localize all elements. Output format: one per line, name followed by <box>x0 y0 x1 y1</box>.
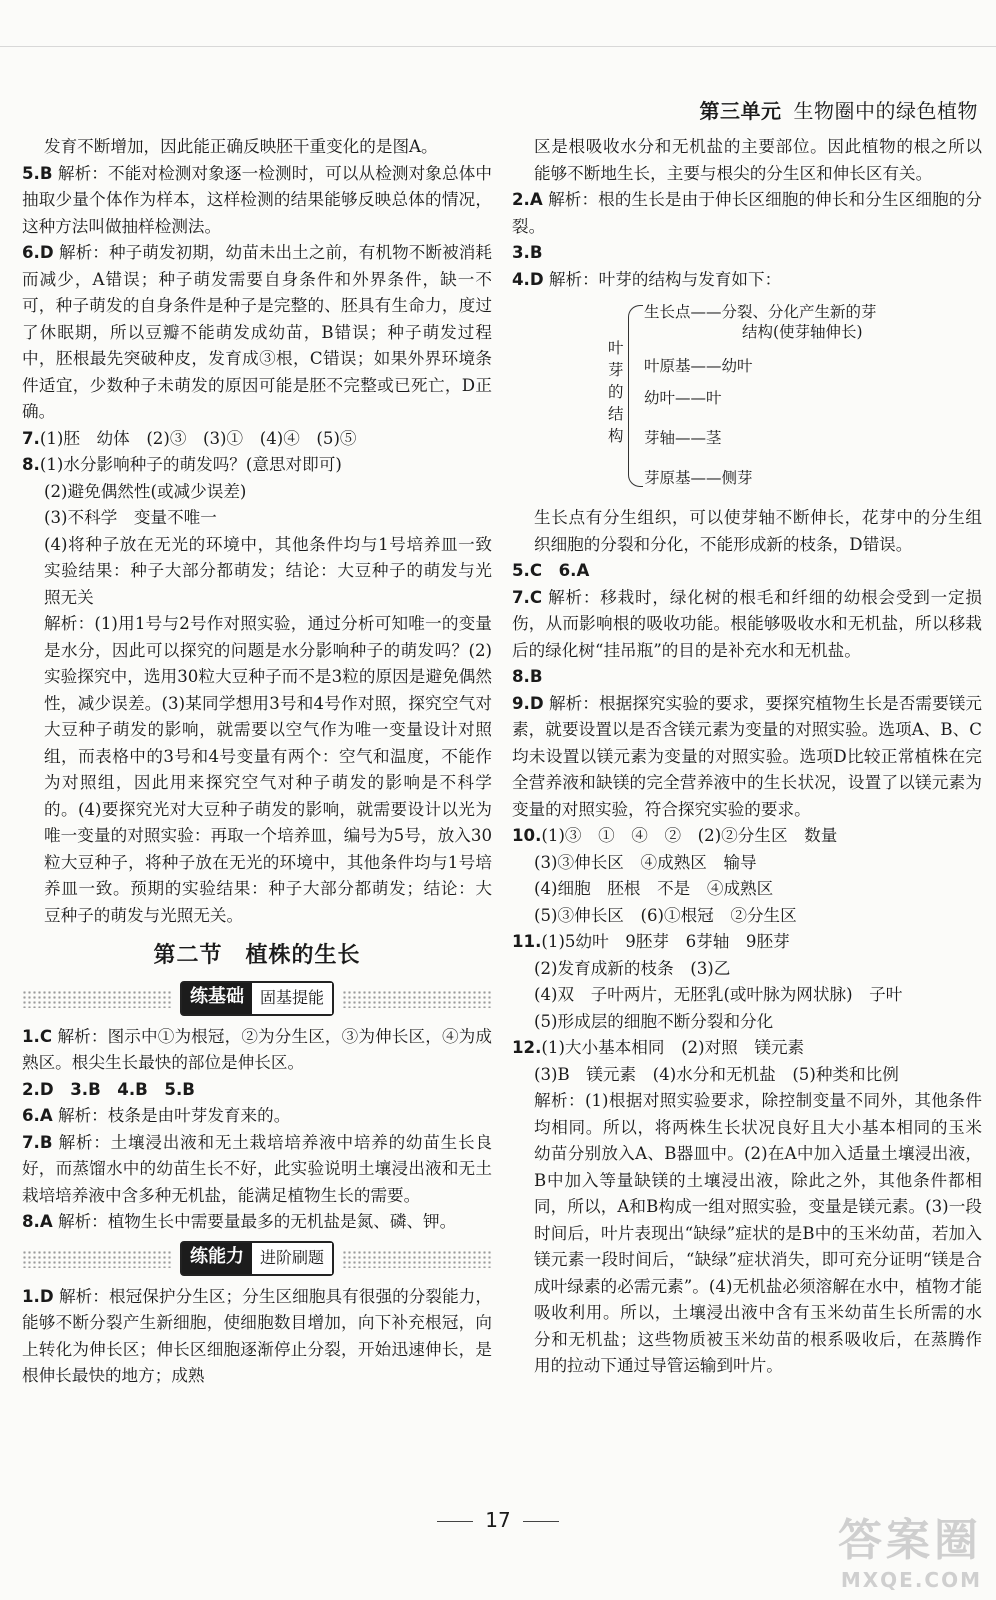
dash <box>523 1521 559 1522</box>
diagram-branch: 芽轴——茎 <box>644 429 722 447</box>
diagram-branch: 叶原基——幼叶 <box>644 357 753 375</box>
unit-label: 第三单元 <box>699 99 782 123</box>
answer-b2: 2.D 3.B 4.B 5.B <box>22 1079 195 1099</box>
unit-title: 生物圈中的绿色植物 <box>793 99 978 123</box>
answer-c1: 1.D 解析：根冠保护分生区；分生区细胞具有很强的分裂能力，能够不断分裂产生新细胞，使细胞数目增加，向下补充根冠，向上转化为伸长区；伸长区细胞逐渐停止分裂，开始迅速伸长，是根伸长最快的地方；成熟 <box>22 1286 492 1385</box>
answer-10: 10.(1)③ ① ④ ② (2)②分生区 数量 <box>512 826 838 845</box>
answer-8: 8.(1)水分影响种子的萌发吗？(意思对即可) <box>22 455 342 474</box>
banner-sub: 进阶刷题 <box>252 1243 332 1274</box>
dot-pattern <box>22 990 172 1008</box>
dash <box>437 1521 473 1522</box>
diagram-branch-cont: 结构(使芽轴伸长) <box>742 323 863 341</box>
dot-pattern <box>22 1250 172 1268</box>
answer-4-cont: 生长点有分生组织，可以使芽轴不断伸长，花芽中的分生组织细胞的分裂和分化，不能形成新的枝条，D错误。 <box>534 508 982 554</box>
brace <box>628 305 643 487</box>
page-number: 17 <box>0 1508 996 1532</box>
answer-4: 4.D 解析：叶芽的结构与发育如下： <box>512 269 782 289</box>
answer-12: 12.(1)大小基本相同 (2)对照 镁元素 <box>512 1038 805 1057</box>
answer-11-2: (2)发育成新的枝条 (3)乙 <box>534 958 731 978</box>
answer-6: 6.D 解析：种子萌发初期，幼苗未出土之前，有机物不断被消耗而减少，A错误；种子萌发需要自身条件和外界条件，缺一不可，种子萌发的自身条件是种子是完整的、胚具有生命力，度过了休眠期，所以豆瓣不能萌发成幼苗，B错误；种子萌发过程中，胚根最先突破种皮，发育成③根，C错误；如果外界环境条件适宜，少数种子未萌发的原因可能是胚不完整或已死亡，D正确。 <box>22 243 492 421</box>
banner-basic <box>22 982 492 1016</box>
answer-8-3: (3)不科学 变量不唯一 <box>44 508 217 527</box>
answer-line: 区是根吸收水分和无机盐的主要部位。因此植物的根之所以能够不断地生长，主要与根尖的分生区和伸长区有关。 <box>534 137 982 183</box>
answer-7: 7.(1)胚 幼体 (2)③ (3)① (4)④ (5)⑤ <box>22 428 357 448</box>
banner-key: 练基础 <box>182 983 252 1014</box>
diagram-branch: 芽原基——侧芽 <box>644 469 753 487</box>
answer-b6: 6.A 解析：枝条是由叶芽发育来的。 <box>22 1106 291 1125</box>
answer-10-5: (5)③伸长区 (6)①根冠 ②分生区 <box>534 905 797 925</box>
diagram-branch: 幼叶——叶 <box>644 389 722 407</box>
watermark-logo: 答案圈 MXQE.COM <box>838 1515 982 1592</box>
answer-10-4: (4)细胞 胚根 不是 ④成熟区 <box>534 879 774 898</box>
right-column <box>512 134 982 1380</box>
answer-12-analysis: 解析：(1)根据对照实验要求，除控制变量不同外，其他条件均相同。所以，将两株生长状况良好且大小基本相同的玉米幼苗分别放入A、B器皿中。(2)在A中加入适量土壤浸出液，B中加入等量缺镁的土壤浸出液，除此之外，其他条件都相同，所以，A和B构成一组对照实验，变量是镁元素。(3)一段时间后，叶片表现出“缺绿”症状的是B中的玉米幼苗，若加入镁元素一段时间后，“缺绿”症状消失，即可充分证明“镁是合成叶绿素的必需元素”。(4)无机盐必须溶解在水中，植物才能吸收利用。所以，土壤浸出液中含有玉米幼苗生长所需的水分和无机盐；这些物质被玉米幼苗的根系吸收后，在蒸腾作用的拉动下通过导管运输到叶片。 <box>534 1091 982 1375</box>
answer-b8: 8.A 解析：植物生长中需要量最多的无机盐是氮、磷、钾。 <box>22 1212 457 1231</box>
dot-pattern <box>342 1250 492 1268</box>
answer-2: 2.A 解析：根的生长是由于伸长区细胞的伸长和分生区细胞的分裂。 <box>512 190 982 236</box>
answer-line: 发育不断增加，因此能正确反映胚干重变化的是图A。 <box>44 137 438 156</box>
answer-7: 7.C 解析：移栽时，绿化树的根毛和纤细的幼根会受到一定损伤，从而影响根的吸收功能。根能够吸收水和无机盐，所以移栽后的绿化树“挂吊瓶”的目的是补充水和无机盐。 <box>512 587 983 660</box>
diagram-root-label: 叶芽的结构 <box>608 339 624 445</box>
answer-9: 9.D 解析：根据探究实验的要求，要探究植物生长是否需要镁元素，就要设置以是否含镁元素为变量的对照实验。选项A、B、C均未设置以镁元素为变量的对照实验。选项D比较正常植株在完全营养液和缺镁的完全营养液中的生长状况，设置了以镁元素为变量的对照实验，符合探究实验的要求。 <box>512 693 982 819</box>
bud-structure-diagram <box>512 297 982 497</box>
banner-key: 练能力 <box>182 1243 252 1274</box>
diagram-branch: 生长点——分裂、分化产生新的芽 <box>644 303 877 321</box>
answer-11-5: (5)形成层的细胞不断分裂和分化 <box>534 1011 774 1031</box>
answer-8-4: (4)将种子放在无光的环境中，其他条件均与1号培养皿一致 实验结果：种子大部分都萌发；结论：大豆种子的萌发与光照无关 <box>44 534 509 607</box>
answer-3: 3.B <box>512 243 543 262</box>
dot-pattern <box>342 990 492 1008</box>
answer-5: 5.B 解析：不能对检测对象逐一检测时，可以从检测对象总体中抽取少量个体作为样本，这样检测的结果能够反映总体的情况，这种方法叫做抽样检测法。 <box>22 163 493 236</box>
banner-advanced <box>22 1242 492 1276</box>
answer-5-6: 5.C 6.A <box>512 561 590 580</box>
answer-10-3: (3)③伸长区 ④成熟区 输导 <box>534 852 757 872</box>
answer-8-2: (2)避免偶然性(或减少误差) <box>44 481 247 501</box>
banner-sub: 固基提能 <box>252 983 332 1014</box>
top-rule <box>0 46 996 47</box>
left-column <box>22 134 509 1390</box>
answer-b7: 7.B 解析：土壤浸出液和无土栽培培养液中培养的幼苗生长良好，而蒸馏水中的幼苗生长不好，此实验说明土壤浸出液和无土栽培培养液中含多种无机盐，能满足植物生长的需要。 <box>22 1132 493 1205</box>
section-title: 第二节 植株的生长 <box>153 943 361 968</box>
answer-b1: 1.C 解析：图示中①为根冠，②为分生区，③为伸长区，④为成熟区。根尖生长最快的部位是伸长区。 <box>22 1026 492 1072</box>
answer-11-4: (4)双 子叶两片，无胚乳(或叶脉为网状脉) 子叶 <box>534 985 903 1004</box>
answer-8: 8.B <box>512 667 543 686</box>
answer-11: 11.(1)5幼叶 9胚芽 6芽轴 9胚芽 <box>512 932 790 951</box>
answer-12-3: (3)B 镁元素 (4)水分和无机盐 (5)种类和比例 <box>534 1064 899 1084</box>
answer-8-analysis: 解析：(1)用1号与2号作对照实验，通过分析可知唯一的变量是水分，因此可以探究的问题是水分影响种子的萌发吗？(2)实验探究中，选用30粒大豆种子而不是3粒的原因是避免偶然性，减少误差。(3)某同学想用3号和4号作对照，探究空气对大豆种子萌发的影响，就需要以空气作为唯一变量设计对照组，而表格中的3号和4号变量有两个：空气和温度，不能作为对照组，因此用来探究空气对种子萌发的影响是不科学的。(4)要探究光对大豆种子萌发的影响，就需要设计以光为唯一变量的对照实验：再取一个培养皿，编号为5号，放入30粒大豆种子，将种子放在无光的环境中，其他条件均与1号培养皿一致。预期的实验结果：种子大部分都萌发；结论：大豆种子的萌发与光照无关。 <box>44 614 492 925</box>
running-header <box>700 95 979 124</box>
